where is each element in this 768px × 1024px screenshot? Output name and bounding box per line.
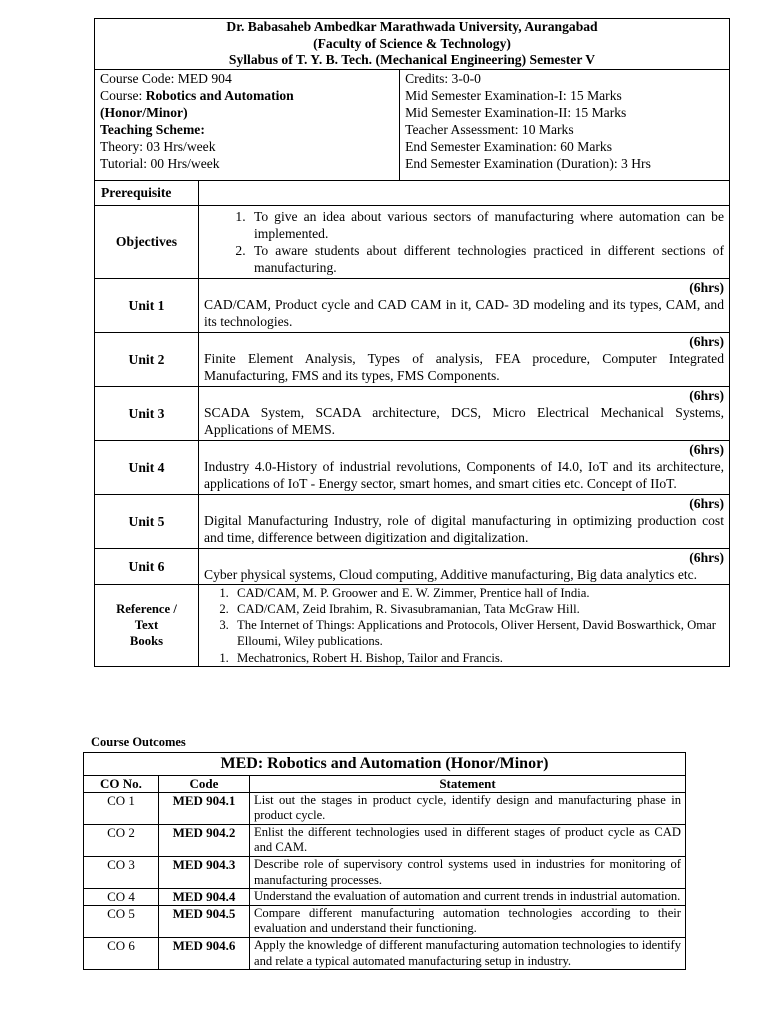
- references-label-line: Reference /: [116, 602, 177, 617]
- table-row: [84, 824, 686, 856]
- unit-3-content: SCADA System, SCADA architecture, DCS, Micro Electrical Mechanical Systems, Applications of MEMS.: [204, 404, 724, 437]
- theory-hours: Theory: 03 Hrs/week: [100, 138, 216, 154]
- unit-4-cell: [199, 440, 730, 494]
- course-outcomes-heading: Course Outcomes: [91, 735, 186, 749]
- co-code: MED 904.1: [159, 792, 250, 824]
- co-statement: Understand the evaluation of automation and current trends in industrial automation.: [250, 889, 686, 906]
- unit-6-content: Cyber physical systems, Cloud computing, Additive manufacturing, Big data analytics etc.: [204, 566, 698, 582]
- table-row: [84, 889, 686, 906]
- unit-2-label: Unit 2: [95, 332, 199, 386]
- table-row: [84, 792, 686, 824]
- exam-info-cell: [400, 69, 730, 180]
- table-row: [84, 937, 686, 969]
- syllabus-table: [94, 18, 730, 667]
- references-cell: [199, 584, 730, 666]
- col-header-code: Code: [159, 776, 250, 793]
- reference-item: 3. The Internet of Things: Applications and Protocols, Oliver Hersent, David Boswarthick, Omar Elloumi, Wiley publications.: [232, 617, 724, 650]
- co-code: MED 904.2: [159, 824, 250, 856]
- co-number: CO 5: [84, 905, 159, 937]
- unit-2-hours: (6hrs): [689, 333, 724, 349]
- course-info-cell: [95, 69, 400, 180]
- unit-5-hours: (6hrs): [689, 495, 724, 511]
- references-list: [204, 585, 724, 650]
- end-sem-duration: End Semester Examination (Duration): 3 Hrs: [405, 155, 651, 171]
- mid-sem-exam-1: Mid Semester Examination-I: 15 Marks: [405, 87, 622, 103]
- teacher-assessment: Teacher Assessment: 10 Marks: [405, 121, 574, 137]
- outcomes-table-title: MED: Robotics and Automation (Honor/Minor): [84, 753, 686, 776]
- course-label: Course:: [100, 87, 146, 103]
- course-type: (Honor/Minor): [100, 104, 188, 120]
- references-label-line: Books: [129, 634, 164, 649]
- co-code: MED 904.4: [159, 889, 250, 906]
- objectives-label: Objectives: [95, 205, 199, 278]
- unit-5-cell: [199, 494, 730, 548]
- unit-3-label: Unit 3: [95, 386, 199, 440]
- course-code: Course Code: MED 904: [100, 70, 232, 86]
- co-statement: List out the stages in product cycle, identify design and manufacturing phase in product cycle.: [250, 792, 686, 824]
- unit-1-label: Unit 1: [95, 278, 199, 332]
- table-row: [84, 856, 686, 888]
- unit-1-cell: [199, 278, 730, 332]
- objective-item: 2. To aware students about different technologies practiced in different sections of manufacturing.: [249, 242, 724, 276]
- unit-2-content: Finite Element Analysis, Types of analysis, FEA procedure, Computer Integrated Manufacturing, FMS and its types, FMS Components.: [204, 350, 724, 383]
- co-statement: Compare different manufacturing automation technologies according to their evaluation and understand their functioning.: [250, 905, 686, 937]
- co-number: CO 6: [84, 937, 159, 969]
- university-name: Dr. Babasaheb Ambedkar Marathwada University, Aurangabad: [226, 19, 598, 34]
- reference-item: 1. CAD/CAM, M. P. Groower and E. W. Zimmer, Prentice hall of India.: [232, 585, 724, 601]
- course-outcomes-table: [83, 752, 686, 970]
- co-code: MED 904.5: [159, 905, 250, 937]
- references-label-line: Text: [134, 618, 159, 633]
- objectives-list: [204, 208, 724, 276]
- tutorial-hours: Tutorial: 00 Hrs/week: [100, 155, 220, 171]
- table-row: [84, 905, 686, 937]
- faculty-name: (Faculty of Science & Technology): [313, 35, 511, 51]
- objective-item: 1. To give an idea about various sectors of manufacturing where automation can be implemented.: [249, 208, 724, 242]
- unit-6-cell: [199, 548, 730, 584]
- reference-item: 1. Mechatronics, Robert H. Bishop, Tailor and Francis.: [232, 650, 724, 666]
- co-number: CO 2: [84, 824, 159, 856]
- objectives-cell: [199, 205, 730, 278]
- unit-6-label: Unit 6: [95, 548, 199, 584]
- co-number: CO 1: [84, 792, 159, 824]
- unit-2-cell: [199, 332, 730, 386]
- co-code: MED 904.3: [159, 856, 250, 888]
- co-code: MED 904.6: [159, 937, 250, 969]
- end-sem-exam: End Semester Examination: 60 Marks: [405, 138, 612, 154]
- unit-4-content: Industry 4.0-History of industrial revolutions, Components of I4.0, IoT and its architecture, applications of IoT - Energy sector, smart homes, and smart cities etc. Concept of IIoT.: [204, 458, 724, 491]
- unit-6-hours: (6hrs): [689, 549, 724, 565]
- mid-sem-exam-2: Mid Semester Examination-II: 15 Marks: [405, 104, 627, 120]
- syllabus-title: Syllabus of T. Y. B. Tech. (Mechanical Engineering) Semester V: [228, 52, 596, 67]
- unit-3-cell: [199, 386, 730, 440]
- unit-5-content: Digital Manufacturing Industry, role of digital manufacturing in optimizing production cost and time, difference between digitization and digitalization.: [204, 512, 724, 545]
- references-label: [95, 584, 199, 666]
- co-statement: Enlist the different technologies used in different stages of product cycle as CAD and CAM.: [250, 824, 686, 856]
- unit-1-content: CAD/CAM, Product cycle and CAD CAM in it, CAD- 3D modeling and its types, CAM, and its technologies.: [204, 296, 724, 329]
- co-statement: Describe role of supervisory control systems used in industries for monitoring of manufacturing processes.: [250, 856, 686, 888]
- col-header-statement: Statement: [250, 776, 686, 793]
- co-number: CO 3: [84, 856, 159, 888]
- unit-4-label: Unit 4: [95, 440, 199, 494]
- course-line: [100, 87, 394, 104]
- credits: Credits: 3-0-0: [405, 70, 481, 86]
- unit-4-hours: (6hrs): [689, 441, 724, 457]
- unit-5-label: Unit 5: [95, 494, 199, 548]
- unit-1-hours: (6hrs): [689, 279, 724, 295]
- co-statement: Apply the knowledge of different manufacturing automation technologies to identify and relate a typical automated manufacturing setup in industry.: [250, 937, 686, 969]
- reference-item: 2. CAD/CAM, Zeid Ibrahim, R. Sivasubramanian, Tata McGraw Hill.: [232, 601, 724, 617]
- unit-3-hours: (6hrs): [689, 387, 724, 403]
- teaching-scheme: Teaching Scheme:: [100, 121, 205, 137]
- co-number: CO 4: [84, 889, 159, 906]
- course-name: Robotics and Automation: [145, 87, 294, 103]
- prerequisite-value: [199, 180, 730, 205]
- header-cell: [95, 19, 730, 70]
- prerequisite-label: Prerequisite: [95, 180, 199, 205]
- col-header-co-no: CO No.: [84, 776, 159, 793]
- references-list-extra: [204, 650, 724, 666]
